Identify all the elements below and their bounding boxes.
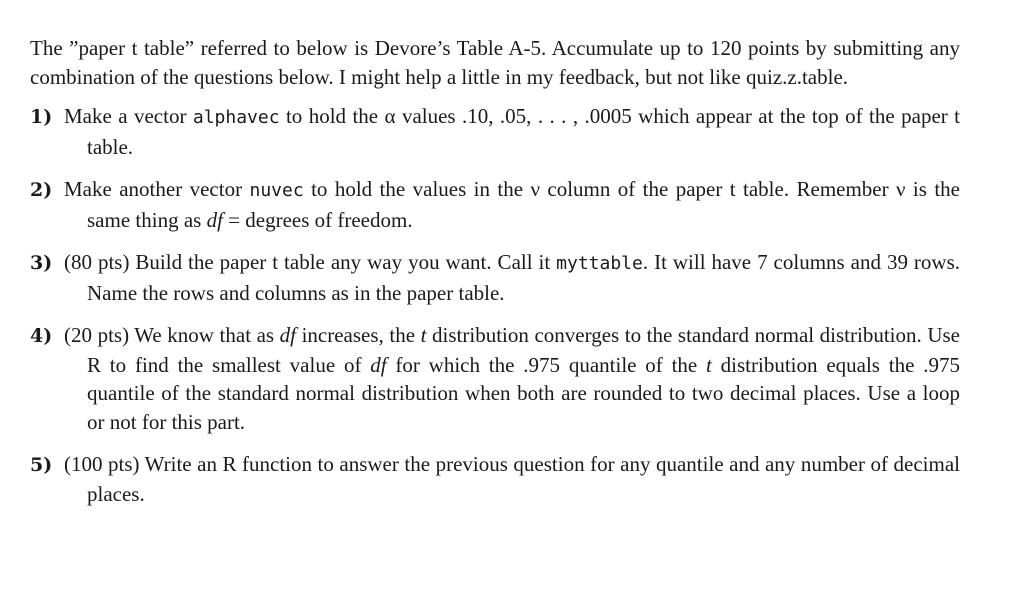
assignment-document	[30, 34, 960, 522]
question-2-text-b: to hold the values in the ν column of the paper t table. Remember ν is the same thing as	[87, 177, 960, 232]
intro-paragraph: The ”paper t table” referred to below is Devore’s Table A-5. Accumulate up to 120 points by submitting any combination of the questions below. I might help a little in my feedback, but not like quiz.z.table.	[30, 36, 960, 89]
question-4-df-symbol-2: df	[370, 352, 387, 377]
question-5	[30, 450, 960, 508]
question-4	[30, 321, 960, 436]
question-5-text: (100 pts) Write an R function to answer the previous question for any quantile and any number of decimal places.	[64, 452, 960, 506]
question-3	[30, 248, 960, 307]
question-3-text-a: (80 pts) Build the paper t table any way you want. Call it	[64, 250, 557, 274]
question-1-text-b: to hold the α values .10, .05, . . . , .0005 which appear at the top of the paper t table.	[87, 104, 961, 159]
question-4-text-e: distribution equals the .975 quantile of the standard normal distribution when both are rounded to two decimal places. Use a loop or not for this part.	[87, 352, 960, 434]
question-5-number: 5)	[30, 454, 53, 476]
question-4-df-symbol-1: df	[279, 323, 297, 347]
question-4-text-c: distribution converges to the standard normal distribution. Use R to find the smallest value of	[87, 323, 960, 377]
question-3-code-myttable: myttable	[556, 253, 643, 274]
question-4-t-symbol-2: t	[706, 352, 712, 377]
question-3-text-b: . It will have 7 columns and 39 rows. Name the rows and columns as in the paper table.	[87, 250, 961, 305]
question-1-code-alphavec: alphavec	[192, 107, 280, 128]
question-1-text-a: Make a vector	[64, 104, 193, 128]
question-1-number: 1)	[30, 106, 53, 128]
question-2	[30, 175, 960, 234]
question-2-code-nuvec: nuvec	[249, 180, 304, 201]
question-2-number: 2)	[30, 179, 53, 201]
question-1	[30, 102, 960, 161]
question-4-t-symbol-1: t	[420, 323, 427, 347]
question-4-text-a: (20 pts) We know that as	[64, 323, 280, 347]
question-2-text-c: = degrees of freedom.	[222, 207, 413, 232]
question-2-text-a: Make another vector	[64, 177, 250, 201]
question-4-text-b: increases, the	[296, 323, 421, 347]
question-2-df-symbol: df	[206, 207, 223, 232]
question-4-text-d: for which the .975 quantile of the	[386, 352, 707, 377]
question-4-number: 4)	[30, 325, 53, 347]
question-3-number: 3)	[30, 252, 53, 274]
